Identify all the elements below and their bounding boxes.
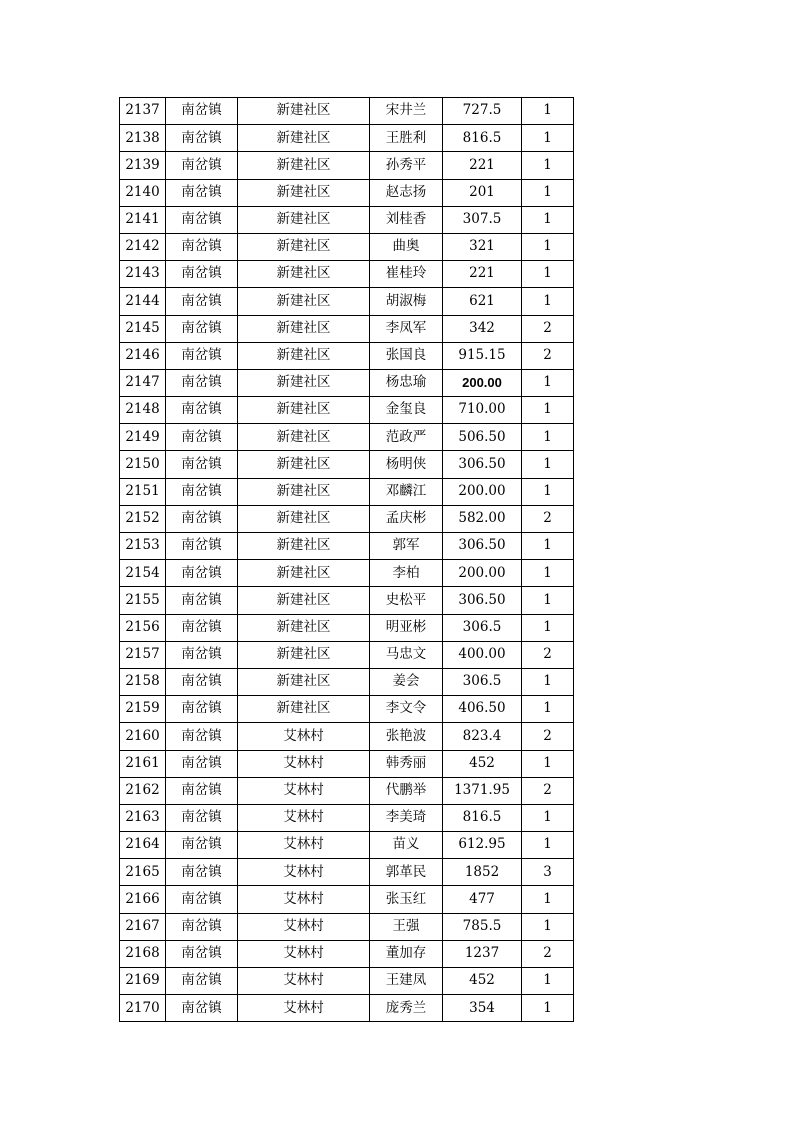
cell-count: 2 (522, 940, 574, 967)
cell-amount: 506.50 (443, 424, 522, 451)
cell-village: 艾林村 (238, 886, 370, 913)
cell-name: 李凤军 (370, 315, 443, 342)
table-row (120, 125, 574, 152)
table-row (120, 995, 574, 1022)
cell-amount: 306.5 (443, 614, 522, 641)
cell-count: 1 (522, 750, 574, 777)
cell-amount: 452 (443, 750, 522, 777)
cell-count: 1 (522, 587, 574, 614)
cell-count: 1 (522, 369, 574, 396)
table-row (120, 968, 574, 995)
table-row (120, 940, 574, 967)
cell-amount: 1237 (443, 940, 522, 967)
table-row (120, 560, 574, 587)
cell-village: 艾林村 (238, 750, 370, 777)
cell-serial-number: 2150 (120, 451, 166, 478)
cell-name: 李文令 (370, 696, 443, 723)
table-row (120, 288, 574, 315)
cell-town: 南岔镇 (166, 968, 238, 995)
cell-name: 孟庆彬 (370, 505, 443, 532)
table-row (120, 424, 574, 451)
cell-count: 2 (522, 777, 574, 804)
cell-name: 赵志扬 (370, 179, 443, 206)
cell-name: 张艳波 (370, 723, 443, 750)
cell-serial-number: 2167 (120, 913, 166, 940)
table-row (120, 206, 574, 233)
cell-name: 李柏 (370, 560, 443, 587)
table-row (120, 750, 574, 777)
cell-name: 张玉红 (370, 886, 443, 913)
cell-count: 1 (522, 804, 574, 831)
cell-name: 张国良 (370, 342, 443, 369)
cell-amount: 710.00 (443, 397, 522, 424)
cell-serial-number: 2152 (120, 505, 166, 532)
cell-village: 新建社区 (238, 342, 370, 369)
cell-amount: 612.95 (443, 832, 522, 859)
cell-village: 艾林村 (238, 777, 370, 804)
cell-serial-number: 2165 (120, 859, 166, 886)
cell-village: 新建社区 (238, 179, 370, 206)
cell-amount: 342 (443, 315, 522, 342)
cell-amount: 200.00 (443, 369, 522, 396)
cell-name: 王胜利 (370, 125, 443, 152)
table-row (120, 478, 574, 505)
table-row (120, 668, 574, 695)
cell-serial-number: 2160 (120, 723, 166, 750)
cell-village: 新建社区 (238, 641, 370, 668)
cell-name: 马忠文 (370, 641, 443, 668)
cell-amount: 221 (443, 152, 522, 179)
cell-serial-number: 2155 (120, 587, 166, 614)
cell-town: 南岔镇 (166, 886, 238, 913)
cell-town: 南岔镇 (166, 696, 238, 723)
cell-village: 新建社区 (238, 397, 370, 424)
cell-serial-number: 2140 (120, 179, 166, 206)
cell-town: 南岔镇 (166, 777, 238, 804)
cell-count: 1 (522, 832, 574, 859)
cell-name: 韩秀丽 (370, 750, 443, 777)
cell-serial-number: 2157 (120, 641, 166, 668)
cell-town: 南岔镇 (166, 723, 238, 750)
table-row (120, 451, 574, 478)
cell-serial-number: 2138 (120, 125, 166, 152)
table-row (120, 369, 574, 396)
cell-count: 1 (522, 261, 574, 288)
cell-village: 新建社区 (238, 478, 370, 505)
cell-village: 新建社区 (238, 369, 370, 396)
cell-count: 1 (522, 995, 574, 1022)
cell-village: 新建社区 (238, 288, 370, 315)
cell-amount: 200.00 (443, 478, 522, 505)
cell-serial-number: 2162 (120, 777, 166, 804)
cell-village: 新建社区 (238, 696, 370, 723)
cell-serial-number: 2147 (120, 369, 166, 396)
cell-town: 南岔镇 (166, 342, 238, 369)
cell-count: 2 (522, 641, 574, 668)
cell-name: 金玺良 (370, 397, 443, 424)
cell-town: 南岔镇 (166, 641, 238, 668)
cell-town: 南岔镇 (166, 859, 238, 886)
cell-village: 新建社区 (238, 98, 370, 125)
table-body (120, 98, 574, 1022)
cell-town: 南岔镇 (166, 451, 238, 478)
cell-village: 新建社区 (238, 152, 370, 179)
table-row (120, 913, 574, 940)
cell-village: 新建社区 (238, 614, 370, 641)
table-row (120, 179, 574, 206)
cell-amount: 306.50 (443, 587, 522, 614)
table-row (120, 777, 574, 804)
cell-count: 1 (522, 533, 574, 560)
cell-serial-number: 2143 (120, 261, 166, 288)
cell-town: 南岔镇 (166, 995, 238, 1022)
cell-name: 曲奥 (370, 233, 443, 260)
cell-amount: 200.00 (443, 560, 522, 587)
cell-village: 新建社区 (238, 451, 370, 478)
cell-town: 南岔镇 (166, 804, 238, 831)
table-row (120, 804, 574, 831)
cell-amount: 306.5 (443, 668, 522, 695)
cell-village: 新建社区 (238, 125, 370, 152)
cell-name: 董加存 (370, 940, 443, 967)
cell-count: 1 (522, 560, 574, 587)
cell-amount: 321 (443, 233, 522, 260)
cell-village: 新建社区 (238, 424, 370, 451)
cell-town: 南岔镇 (166, 261, 238, 288)
cell-count: 2 (522, 505, 574, 532)
cell-amount: 1371.95 (443, 777, 522, 804)
cell-count: 1 (522, 424, 574, 451)
table-row (120, 832, 574, 859)
cell-serial-number: 2154 (120, 560, 166, 587)
table-row (120, 152, 574, 179)
cell-name: 刘桂香 (370, 206, 443, 233)
cell-village: 艾林村 (238, 723, 370, 750)
cell-village: 艾林村 (238, 913, 370, 940)
cell-name: 王强 (370, 913, 443, 940)
cell-name: 胡淑梅 (370, 288, 443, 315)
cell-name: 杨明侠 (370, 451, 443, 478)
cell-name: 史松平 (370, 587, 443, 614)
cell-amount: 1852 (443, 859, 522, 886)
cell-serial-number: 2164 (120, 832, 166, 859)
table-row (120, 696, 574, 723)
cell-name: 明亚彬 (370, 614, 443, 641)
cell-serial-number: 2146 (120, 342, 166, 369)
cell-town: 南岔镇 (166, 750, 238, 777)
cell-village: 艾林村 (238, 859, 370, 886)
cell-amount: 727.5 (443, 98, 522, 125)
cell-serial-number: 2156 (120, 614, 166, 641)
cell-amount: 400.00 (443, 641, 522, 668)
cell-name: 王建凤 (370, 968, 443, 995)
cell-count: 1 (522, 288, 574, 315)
cell-name: 范政严 (370, 424, 443, 451)
cell-serial-number: 2169 (120, 968, 166, 995)
table-row (120, 587, 574, 614)
cell-count: 1 (522, 696, 574, 723)
cell-town: 南岔镇 (166, 369, 238, 396)
cell-count: 2 (522, 315, 574, 342)
cell-town: 南岔镇 (166, 478, 238, 505)
cell-town: 南岔镇 (166, 315, 238, 342)
table-row (120, 859, 574, 886)
cell-count: 1 (522, 98, 574, 125)
cell-count: 1 (522, 233, 574, 260)
table-row (120, 533, 574, 560)
cell-serial-number: 2168 (120, 940, 166, 967)
cell-village: 艾林村 (238, 940, 370, 967)
cell-amount: 452 (443, 968, 522, 995)
cell-count: 2 (522, 342, 574, 369)
cell-town: 南岔镇 (166, 206, 238, 233)
cell-count: 1 (522, 179, 574, 206)
table-row (120, 886, 574, 913)
cell-count: 1 (522, 968, 574, 995)
cell-serial-number: 2141 (120, 206, 166, 233)
cell-town: 南岔镇 (166, 614, 238, 641)
cell-count: 1 (522, 451, 574, 478)
cell-name: 李美琦 (370, 804, 443, 831)
cell-serial-number: 2137 (120, 98, 166, 125)
cell-village: 艾林村 (238, 832, 370, 859)
cell-village: 新建社区 (238, 505, 370, 532)
cell-serial-number: 2144 (120, 288, 166, 315)
cell-name: 郭革民 (370, 859, 443, 886)
cell-town: 南岔镇 (166, 152, 238, 179)
cell-amount: 306.50 (443, 533, 522, 560)
table-row (120, 98, 574, 125)
cell-count: 1 (522, 125, 574, 152)
cell-amount: 621 (443, 288, 522, 315)
cell-village: 艾林村 (238, 995, 370, 1022)
cell-town: 南岔镇 (166, 179, 238, 206)
cell-name: 杨忠瑜 (370, 369, 443, 396)
cell-serial-number: 2153 (120, 533, 166, 560)
cell-count: 1 (522, 478, 574, 505)
cell-village: 艾林村 (238, 804, 370, 831)
cell-serial-number: 2158 (120, 668, 166, 695)
cell-village: 新建社区 (238, 206, 370, 233)
cell-amount: 406.50 (443, 696, 522, 723)
cell-name: 宋井兰 (370, 98, 443, 125)
cell-town: 南岔镇 (166, 397, 238, 424)
cell-amount: 785.5 (443, 913, 522, 940)
cell-village: 新建社区 (238, 587, 370, 614)
cell-amount: 201 (443, 179, 522, 206)
cell-name: 苗义 (370, 832, 443, 859)
cell-amount: 816.5 (443, 804, 522, 831)
table-row (120, 641, 574, 668)
cell-serial-number: 2170 (120, 995, 166, 1022)
cell-count: 1 (522, 913, 574, 940)
cell-town: 南岔镇 (166, 533, 238, 560)
cell-serial-number: 2151 (120, 478, 166, 505)
cell-serial-number: 2161 (120, 750, 166, 777)
cell-village: 新建社区 (238, 233, 370, 260)
cell-serial-number: 2166 (120, 886, 166, 913)
cell-count: 1 (522, 206, 574, 233)
cell-count: 1 (522, 152, 574, 179)
cell-amount: 582.00 (443, 505, 522, 532)
cell-count: 3 (522, 859, 574, 886)
table-row (120, 505, 574, 532)
cell-serial-number: 2159 (120, 696, 166, 723)
cell-serial-number: 2149 (120, 424, 166, 451)
cell-town: 南岔镇 (166, 505, 238, 532)
cell-name: 崔桂玲 (370, 261, 443, 288)
cell-village: 新建社区 (238, 315, 370, 342)
cell-village: 艾林村 (238, 968, 370, 995)
cell-amount: 354 (443, 995, 522, 1022)
cell-town: 南岔镇 (166, 288, 238, 315)
cell-name: 庞秀兰 (370, 995, 443, 1022)
cell-amount: 915.15 (443, 342, 522, 369)
table-row (120, 233, 574, 260)
cell-name: 郭军 (370, 533, 443, 560)
cell-amount: 307.5 (443, 206, 522, 233)
cell-village: 新建社区 (238, 261, 370, 288)
cell-town: 南岔镇 (166, 424, 238, 451)
cell-serial-number: 2163 (120, 804, 166, 831)
cell-serial-number: 2142 (120, 233, 166, 260)
cell-name: 邓麟江 (370, 478, 443, 505)
cell-town: 南岔镇 (166, 832, 238, 859)
cell-village: 新建社区 (238, 560, 370, 587)
cell-town: 南岔镇 (166, 668, 238, 695)
cell-village: 新建社区 (238, 533, 370, 560)
cell-serial-number: 2145 (120, 315, 166, 342)
table-row (120, 723, 574, 750)
cell-town: 南岔镇 (166, 940, 238, 967)
cell-count: 1 (522, 397, 574, 424)
cell-name: 代鹏举 (370, 777, 443, 804)
table-row (120, 397, 574, 424)
cell-village: 新建社区 (238, 668, 370, 695)
table-row (120, 315, 574, 342)
cell-town: 南岔镇 (166, 98, 238, 125)
cell-serial-number: 2148 (120, 397, 166, 424)
cell-count: 1 (522, 668, 574, 695)
data-table (119, 97, 574, 1022)
cell-amount: 823.4 (443, 723, 522, 750)
table-row (120, 614, 574, 641)
cell-town: 南岔镇 (166, 913, 238, 940)
cell-amount: 221 (443, 261, 522, 288)
cell-town: 南岔镇 (166, 233, 238, 260)
cell-serial-number: 2139 (120, 152, 166, 179)
cell-amount: 477 (443, 886, 522, 913)
cell-name: 孙秀平 (370, 152, 443, 179)
cell-town: 南岔镇 (166, 587, 238, 614)
cell-town: 南岔镇 (166, 125, 238, 152)
table-row (120, 342, 574, 369)
table-row (120, 261, 574, 288)
cell-count: 1 (522, 614, 574, 641)
cell-town: 南岔镇 (166, 560, 238, 587)
cell-amount: 816.5 (443, 125, 522, 152)
cell-amount: 306.50 (443, 451, 522, 478)
cell-count: 1 (522, 886, 574, 913)
cell-count: 2 (522, 723, 574, 750)
cell-name: 姜会 (370, 668, 443, 695)
